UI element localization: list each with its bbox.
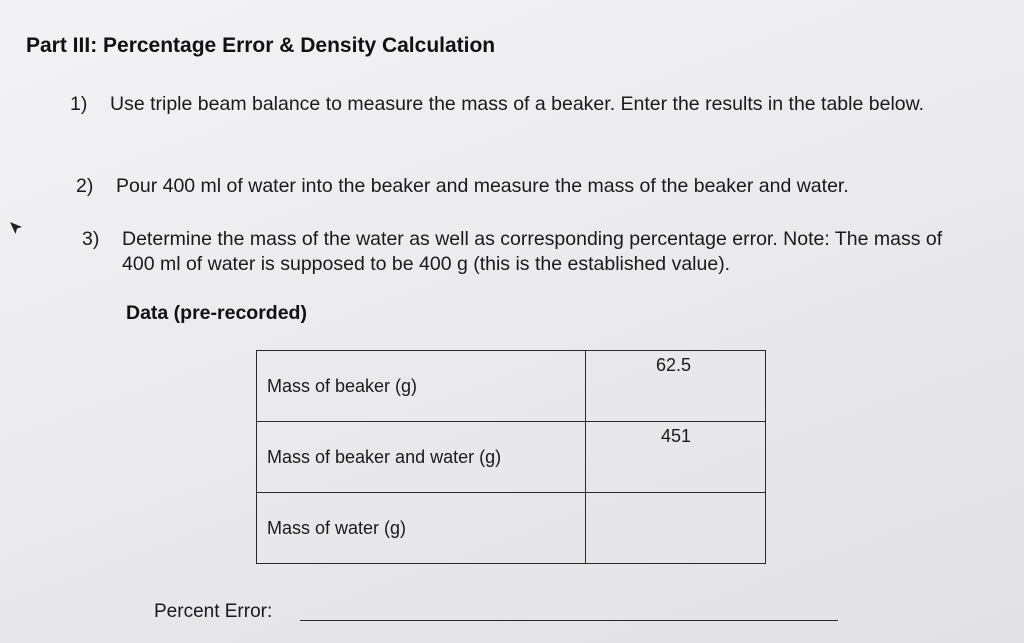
mouse-pointer-icon [8, 220, 24, 236]
table-row [257, 493, 766, 564]
row-label: Mass of beaker (g) [257, 351, 586, 422]
step-text: Determine the mass of the water as well as corresponding percentage error. Note: The mass of 400 ml of water is supposed to be 400 g (this is the established value). [122, 228, 943, 275]
data-table [256, 350, 766, 564]
row-label: Mass of water (g) [257, 493, 586, 564]
step-1 [70, 92, 990, 117]
step-number: 1) [70, 93, 88, 115]
table-row [257, 422, 766, 493]
page-title: Part III: Percentage Error & Density Calculation [26, 34, 496, 57]
data-heading: Data (pre-recorded) [126, 302, 307, 324]
row-label: Mass of beaker and water (g) [257, 422, 586, 493]
step-2 [76, 174, 996, 199]
row-value[interactable]: 451 [586, 422, 766, 493]
step-text: Pour 400 ml of water into the beaker and measure the mass of the beaker and water. [116, 175, 849, 197]
step-3 [82, 227, 982, 277]
percent-error-label: Percent Error: [154, 601, 273, 622]
percent-error-answer-line[interactable] [300, 620, 838, 621]
step-text: Use triple beam balance to measure the mass of a beaker. Enter the results in the table below. [110, 93, 925, 115]
step-number: 2) [76, 175, 94, 197]
row-value[interactable]: 62.5 [586, 351, 766, 422]
row-value[interactable] [586, 493, 766, 564]
table-row [257, 351, 766, 422]
step-number: 3) [82, 228, 100, 250]
